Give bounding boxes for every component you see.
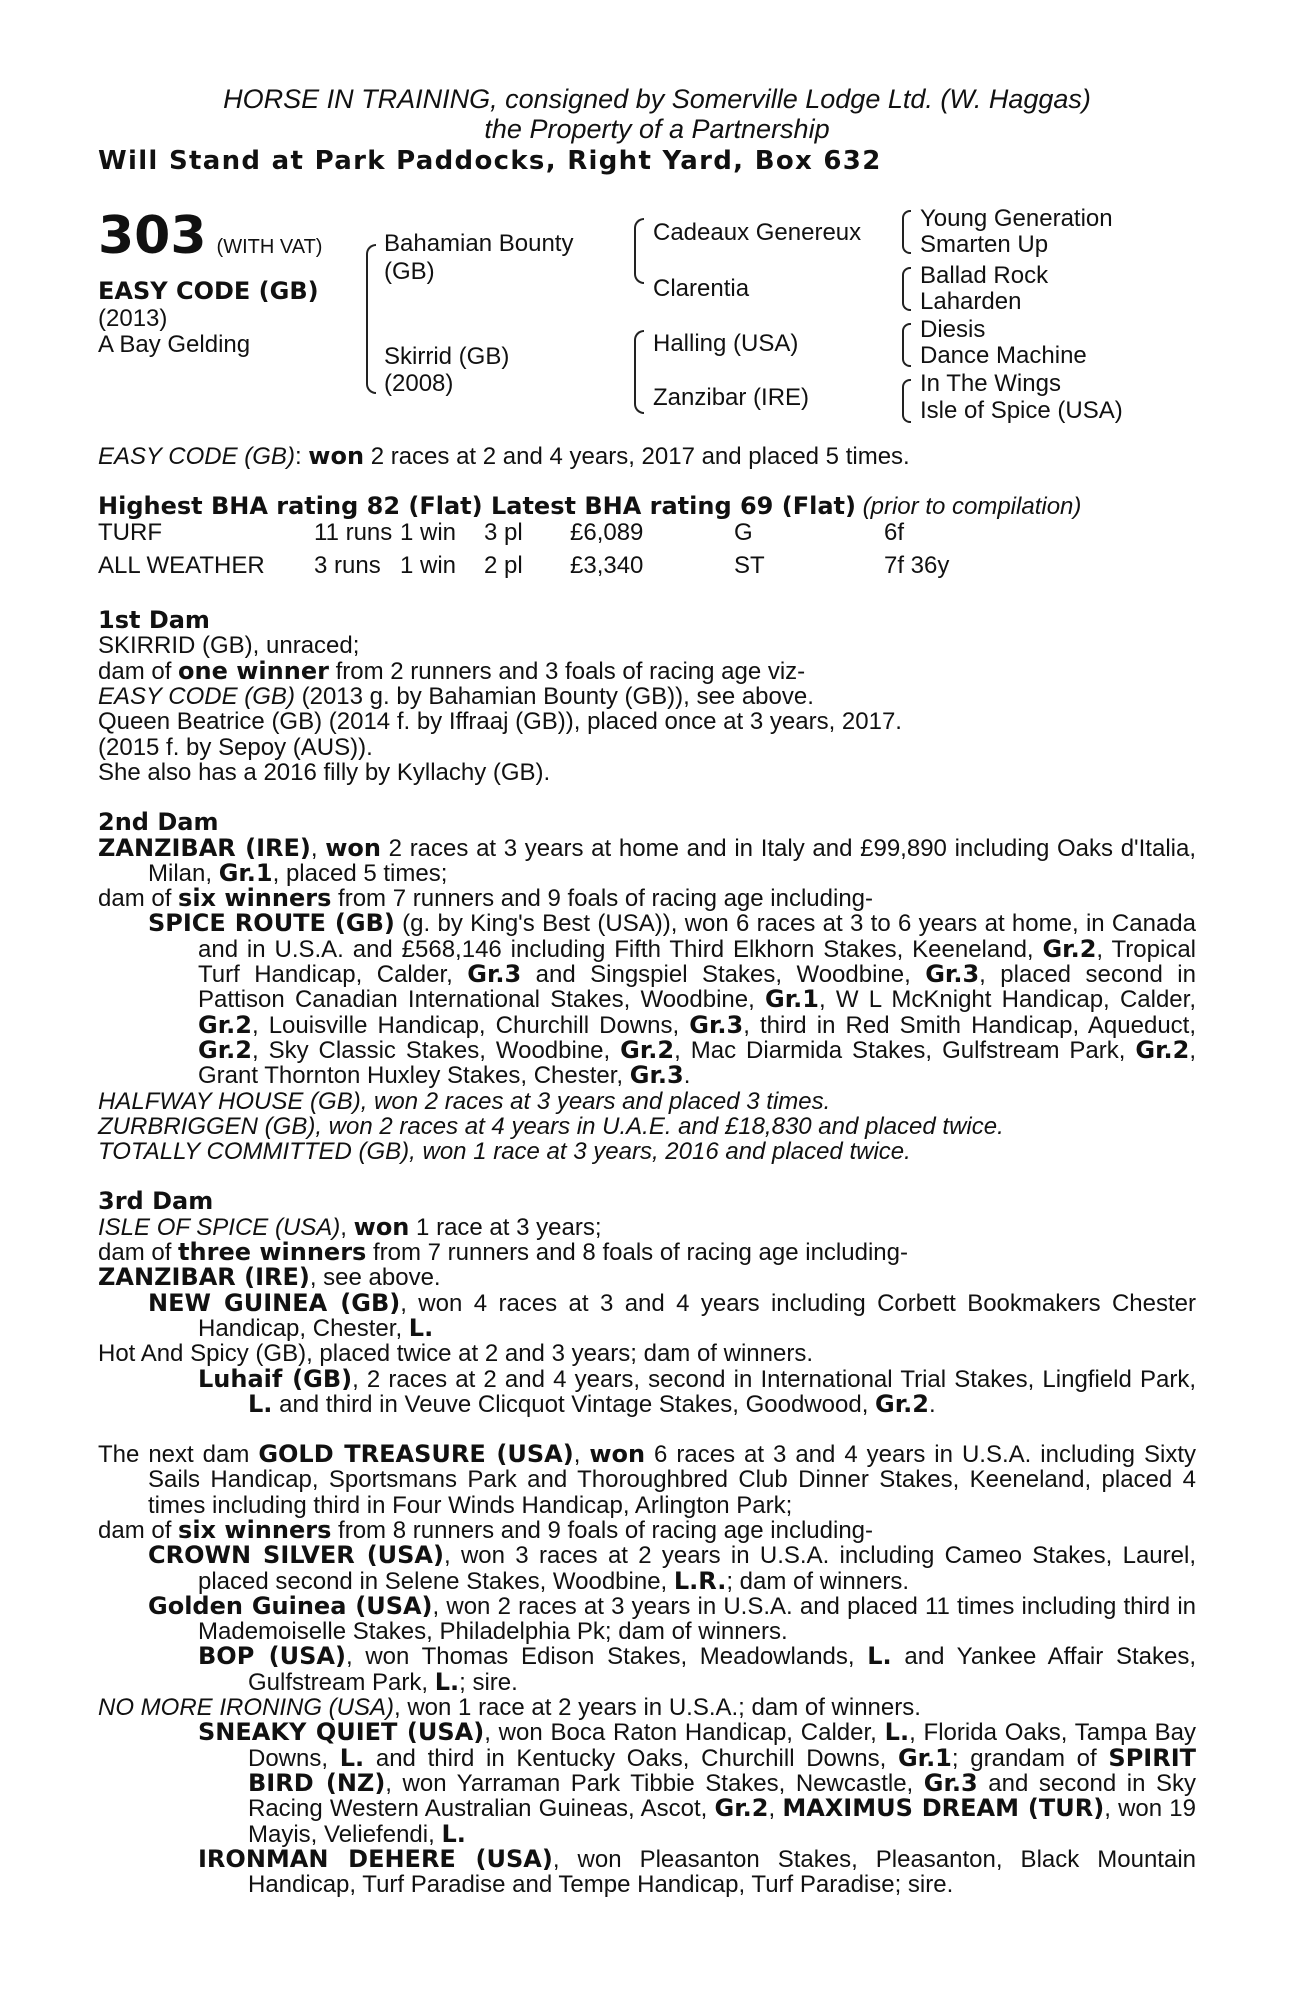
progeny-new-guinea: NEW GUINEA (GB), won 4 races at 3 and 4 years including Corbett Bookmakers Chester Handicap, Chester, L. xyxy=(148,1288,1197,1342)
pedigree-gen3-8: Isle of Spice (USA) xyxy=(920,397,1123,424)
third-dam-heading: 3rd Dam xyxy=(98,1187,214,1216)
next-dam-produce: dam of six winners from 8 runners and 9 foals of racing age including- xyxy=(98,1515,874,1544)
first-dam-note: She also has a 2016 filly by Kyllachy (GB). xyxy=(98,758,551,786)
horse-description: A Bay Gelding xyxy=(98,331,251,358)
pedigree-gen2-4: Zanzibar (IRE) xyxy=(653,384,810,411)
consignor-line: HORSE IN TRAINING, consigned by Somerville Lodge Ltd. (W. Haggas) xyxy=(223,84,1091,114)
stats-row-turf: TURF 11 runs 1 win 3 pl £6,089 G 6f xyxy=(98,518,905,546)
pedigree-gen3-1: Young Generation xyxy=(920,205,1113,232)
horse-name: EASY CODE (GB) xyxy=(98,277,319,305)
foaling-year: (2013) xyxy=(98,305,168,332)
pedigree-gen2-3: Halling (USA) xyxy=(653,330,799,357)
progeny-golden-guinea: Golden Guinea (USA), won 2 races at 3 years in U.S.A. and placed 11 times including third in Mademoiselle Stakes, Philadelphia Pk; dam of winners. xyxy=(148,1591,1196,1646)
lot-number-row xyxy=(98,206,322,266)
pedigree-sire: Bahamian Bounty xyxy=(384,230,574,257)
pedigree-gen3-6: Dance Machine xyxy=(920,342,1087,369)
third-dam-record: ISLE OF SPICE (USA), won 1 race at 3 years; xyxy=(98,1212,602,1241)
pedigree-gen3-3: Ballad Rock xyxy=(920,262,1049,289)
second-dam-heading: 2nd Dam xyxy=(98,808,219,837)
second-dam-produce: dam of six winners from 7 runners and 9 foals of racing age including- xyxy=(98,884,874,913)
pedigree-bracket-gen1 xyxy=(366,244,376,394)
progeny-hot-and-spicy: Hot And Spicy (GB), placed twice at 2 and 3 years; dam of winners. xyxy=(98,1340,814,1368)
pedigree-gen2-2: Clarentia xyxy=(653,275,750,302)
pedigree-bracket-gen3-c xyxy=(902,323,911,367)
pedigree-gen3-4: Laharden xyxy=(920,288,1022,315)
lot-number: 303 xyxy=(98,206,207,266)
pedigree-dam: Skirrid (GB) xyxy=(384,343,510,370)
progeny-sneaky-quiet: SNEAKY QUIET (USA), won Boca Raton Handicap, Calder, L., Florida Oaks, Tampa Bay Downs, L. and third in Kentucky Oaks, Churchill Downs, Gr.1; grandam of SPIRIT BIRD (NZ), won Yarraman Park Tibbie Stakes, Newcastle, Gr.3 and second in Sky Racing Western Australian Guineas, Ascot, Gr.2, MAXIMUS DREAM (TUR), won 19 Mayis, Veliefendi, L. xyxy=(198,1718,1197,1848)
stand-location: Will Stand at Park Paddocks, Right Yard, Box 632 xyxy=(98,146,882,176)
pedigree-gen3-5: Diesis xyxy=(920,316,986,343)
progeny-zanzibar: ZANZIBAR (IRE), see above. xyxy=(98,1263,441,1292)
first-dam-name: SKIRRID (GB), unraced; xyxy=(98,632,360,660)
progeny-2015-filly: (2015 f. by Sepoy (AUS)). xyxy=(98,733,373,761)
pedigree-gen3-2: Smarten Up xyxy=(920,231,1049,258)
progeny-crown-silver: CROWN SILVER (USA), won 3 races at 2 years in U.S.A. including Cameo Stakes, Laurel, placed second in Selene Stakes, Woodbine, L.R.; dam of winners. xyxy=(148,1541,1196,1595)
progeny-ironman-dehere: IRONMAN DEHERE (USA), won Pleasanton Stakes, Pleasanton, Black Mountain Handicap, Turf Paradise and Tempe Handicap, Turf Paradise; sire. xyxy=(198,1844,1196,1899)
progeny-spice-route: SPICE ROUTE (GB) (g. by King's Best (USA)), won 6 races at 3 to 6 years at home, in Canada and in U.S.A. and £568,146 including Fifth Third Elkhorn Stakes, Keeneland, Gr.2, Tropical Turf Handicap, Calder, Gr.3 and Singspiel Stakes, Woodbine, Gr.3, placed second in Pattison Canadian International Stakes, Woodbine, Gr.1, W L McKnight Handicap, Calder, Gr.2, Louisville Handicap, Churchill Downs, Gr.3, third in Red Smith Handicap, Aqueduct, Gr.2, Sky Classic Stakes, Woodbine, Gr.2, Mac Diarmida Stakes, Gulfstream Park, Gr.2, Grant Thornton Huxley Stakes, Chester, Gr.3. xyxy=(148,909,1197,1090)
second-dam-record: ZANZIBAR (IRE), won 2 races at 3 years at home and in Italy and £99,890 including Oaks d'Italia, Milan, Gr.1, placed 5 times; xyxy=(98,833,1196,887)
stats-row-all-weather: ALL WEATHER 3 runs 1 win 2 pl £3,340 ST 7f 36y xyxy=(98,551,950,579)
ownership-line: the Property of a Partnership xyxy=(484,114,830,144)
pedigree-dam-year: (2008) xyxy=(384,370,454,397)
progeny-bop: BOP (USA), won Thomas Edison Stakes, Meadowlands, L. and Yankee Affair Stakes, Gulfstream Park, L.; sire. xyxy=(198,1642,1196,1696)
third-dam-produce: dam of three winners from 7 runners and 8 foals of racing age including- xyxy=(98,1238,908,1267)
pedigree-bracket-dam xyxy=(634,330,644,414)
pedigree-bracket-gen3-d xyxy=(902,379,911,423)
catalogue-body xyxy=(98,444,1196,1897)
progeny-easy-code: EASY CODE (GB) (2013 g. by Bahamian Bounty (GB)), see above. xyxy=(98,683,814,711)
next-dam-record: The next dam GOLD TREASURE (USA), won 6 races at 3 and 4 years in U.S.A. including Sixty Sails Handicap, Sportsmans Park and Thoroughbred Club Dinner Stakes, Keeneland, placed 4 times including third in Four Winds Handicap, Arlington Park; xyxy=(98,1440,1196,1519)
pedigree-gen2-1: Cadeaux Genereux xyxy=(653,219,862,246)
progeny-halfway-house: HALFWAY HOUSE (GB), won 2 races at 3 years and placed 3 times. xyxy=(98,1087,831,1115)
pedigree-bracket-gen3-a xyxy=(902,210,911,254)
first-dam-heading: 1st Dam xyxy=(98,606,210,635)
pedigree-bracket-gen3-b xyxy=(902,267,911,311)
race-summary: EASY CODE (GB): won 2 races at 2 and 4 years, 2017 and placed 5 times. xyxy=(98,442,910,470)
progeny-no-more-ironing: NO MORE IRONING (USA), won 1 race at 2 years in U.S.A.; dam of winners. xyxy=(98,1694,921,1722)
progeny-luhaif: Luhaif (GB), 2 races at 2 and 4 years, second in International Trial Stakes, Lingfield Park, L. and third in Veuve Clicquot Vintage Stakes, Goodwood, Gr.2. xyxy=(198,1364,1197,1418)
first-dam-produce: dam of one winner from 2 runners and 3 foals of racing age viz- xyxy=(98,656,806,685)
pedigree-gen3-7: In The Wings xyxy=(920,370,1061,397)
pedigree-bracket-sire xyxy=(634,218,644,284)
pedigree-sire-country: (GB) xyxy=(384,258,435,285)
progeny-zurbriggen: ZURBRIGGEN (GB), won 2 races at 4 years in U.A.E. and £18,830 and placed twice. xyxy=(98,1112,1004,1140)
vat-note: (WITH VAT) xyxy=(216,236,323,258)
bha-rating: Highest BHA rating 82 (Flat) Latest BHA rating 69 (Flat) (prior to compilation) xyxy=(98,492,1082,521)
progeny-queen-beatrice: Queen Beatrice (GB) (2014 f. by Iffraaj (GB)), placed once at 3 years, 2017. xyxy=(98,708,902,736)
progeny-totally-committed: TOTALLY COMMITTED (GB), won 1 race at 3 years, 2016 and placed twice. xyxy=(98,1138,911,1166)
